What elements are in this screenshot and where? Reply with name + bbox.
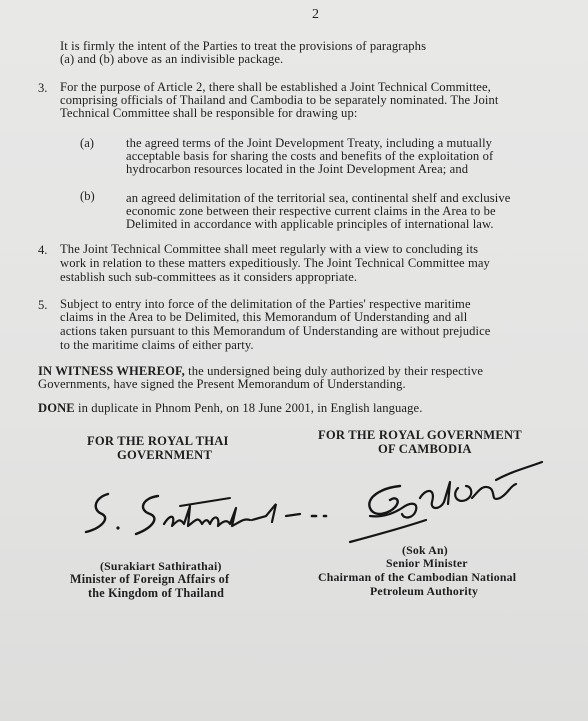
para4-line-3: establish such sub-committees as it considers appropriate. bbox=[60, 270, 358, 284]
item-b-line-2: economic zone between their respective current claims in the Area to be bbox=[126, 204, 496, 218]
cambodia-signatory-title-1: Senior Minister bbox=[386, 556, 468, 570]
cambodia-heading-line-2: OF CAMBODIA bbox=[378, 442, 472, 456]
item-a-line-1: the agreed terms of the Joint Development Treaty, including a mutually bbox=[126, 136, 493, 150]
para5-line-4: to the maritime claims of either party. bbox=[60, 338, 254, 352]
item-a-label: (a) bbox=[80, 136, 94, 150]
para4-line-1: The Joint Technical Committee shall meet regularly with a view to concluding its bbox=[60, 242, 479, 256]
thai-signatory-title-1: Minister of Foreign Affairs of bbox=[70, 572, 230, 586]
para3-line-3: Technical Committee shall be responsible for drawing up: bbox=[60, 106, 358, 120]
done-line bbox=[38, 402, 422, 415]
item-b-line-1: an agreed delimitation of the territorial sea, continental shelf and exclusive bbox=[126, 191, 511, 205]
cambodia-signatory-title-3: Petroleum Authority bbox=[370, 584, 479, 598]
thai-signatory-title-2: the Kingdom of Thailand bbox=[88, 586, 225, 600]
thai-heading-line-1: FOR THE ROYAL THAI bbox=[87, 434, 229, 448]
done-text: in duplicate in Phnom Penh, on 18 June 2001, in English language. bbox=[78, 401, 423, 415]
item-a-line-2: acceptable basis for sharing the costs and benefits of the exploitation of bbox=[126, 149, 494, 163]
para5-line-2: claims in the Area to be Delimited, this Memorandum of Understanding and all bbox=[60, 310, 468, 324]
thai-signature bbox=[80, 484, 340, 544]
item-a-line-3: hydrocarbon resources located in the Joint Development Area; and bbox=[126, 162, 469, 176]
cambodia-signatory-name: (Sok An) bbox=[402, 543, 448, 557]
intro-line-1: It is firmly the intent of the Parties to treat the provisions of paragraphs bbox=[60, 39, 427, 53]
para5-line-1: Subject to entry into force of the delimitation of the Parties' respective maritime bbox=[60, 297, 471, 311]
item-b-label: (b) bbox=[80, 189, 95, 203]
para4-line-2: work in relation to these matters expeditiously. The Joint Technical Committee may bbox=[60, 256, 490, 270]
para3-line-2: comprising officials of Thailand and Cambodia to be separately nominated. The Joint bbox=[60, 93, 499, 107]
cambodia-heading-line-1: FOR THE ROYAL GOVERNMENT bbox=[318, 428, 522, 442]
para5-number: 5. bbox=[38, 298, 48, 312]
thai-heading-line-2: GOVERNMENT bbox=[117, 448, 213, 462]
witness-line-1-text: the undersigned being duly authorized by their respective bbox=[188, 364, 484, 378]
item-b-line-3: Delimited in accordance with applicable principles of international law. bbox=[126, 217, 494, 231]
done-heading: DONE bbox=[38, 401, 75, 415]
witness-heading: IN WITNESS WHEREOF, bbox=[38, 364, 185, 378]
witness-line-2: Governments, have signed the Present Memorandum of Understanding. bbox=[38, 377, 406, 391]
page-number: 2 bbox=[312, 7, 319, 22]
para3-number: 3. bbox=[38, 81, 48, 95]
cambodia-signature bbox=[340, 458, 550, 548]
para3-line-1: For the purpose of Article 2, there shall be established a Joint Technical Committee, bbox=[60, 80, 491, 94]
thai-signatory-name: (Surakiart Sathirathai) bbox=[100, 559, 222, 573]
cambodia-signatory-title-2: Chairman of the Cambodian National bbox=[318, 570, 517, 584]
para5-line-3: actions taken pursuant to this Memorandum of Understanding are without prejudice bbox=[60, 324, 491, 338]
para4-number: 4. bbox=[38, 243, 48, 257]
intro-line-2: (a) and (b) above as an indivisible package. bbox=[60, 52, 284, 66]
